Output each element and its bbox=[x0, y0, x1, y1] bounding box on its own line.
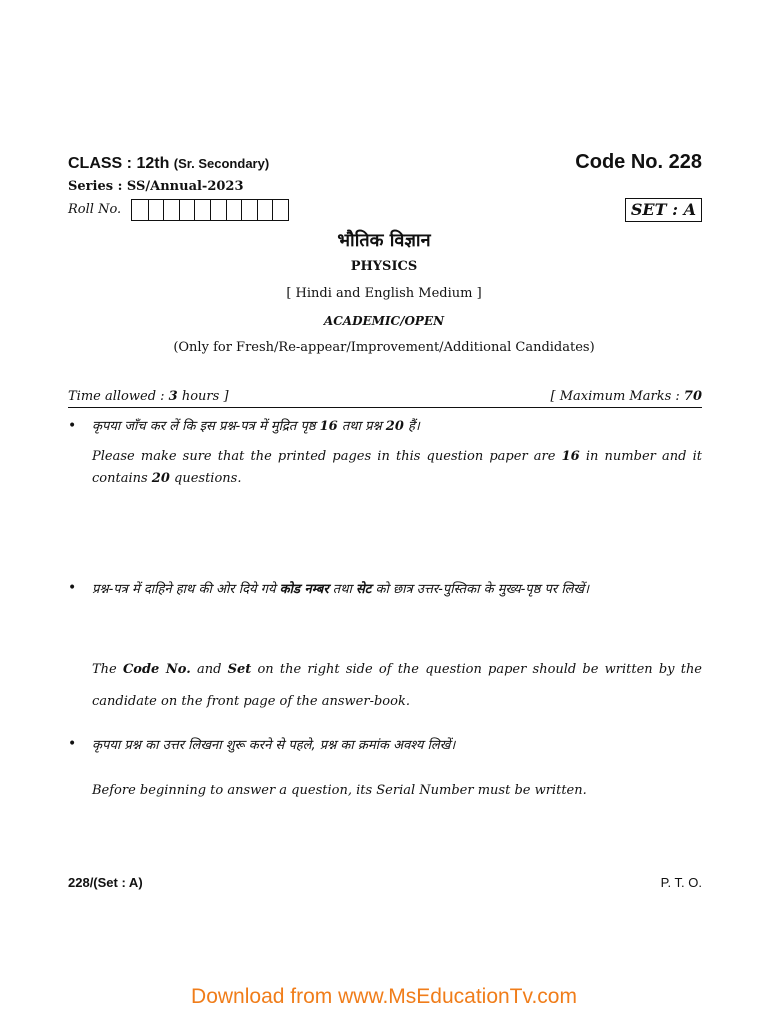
instruction-2-hindi bbox=[92, 574, 702, 606]
i2-hi-c: को छात्र उत्तर-पुस्तिका के मुख्य-पृष्ठ पर लिखें। bbox=[371, 582, 590, 597]
i2-hi-set: सेट bbox=[356, 582, 372, 597]
i1-hi-questions: 20 bbox=[385, 419, 404, 434]
i1-hi-a: कृपया जाँच कर लें कि इस प्रश्न-पत्र में मुद्रित पृष्ठ bbox=[92, 419, 320, 434]
i2-en-code: Code No. bbox=[122, 662, 191, 677]
series-label: Series : SS/Annual-2023 bbox=[68, 179, 244, 194]
i1-hi-pages: 16 bbox=[319, 419, 338, 434]
roll-number-box bbox=[226, 200, 242, 220]
i1-hi-b: तथा प्रश्न bbox=[337, 419, 386, 434]
candidates-label: (Only for Fresh/Re-appear/Improvement/Additional Candidates) bbox=[173, 340, 595, 355]
bullet-1: • bbox=[68, 418, 77, 434]
time-value: 3 bbox=[168, 389, 178, 404]
instruction-1-hindi bbox=[92, 412, 702, 442]
subject-title-english: PHYSICS bbox=[350, 259, 418, 274]
i2-en-a: The bbox=[92, 662, 123, 677]
time-allowed bbox=[68, 389, 229, 404]
maximum-marks bbox=[551, 389, 702, 404]
marks-value: 70 bbox=[683, 389, 702, 404]
roll-number-box bbox=[257, 200, 273, 220]
subject-title-hindi: भौतिक विज्ञान bbox=[337, 230, 431, 251]
code-number: Code No. 228 bbox=[575, 151, 702, 173]
instruction-3-hindi: कृपया प्रश्न का उत्तर लिखना शुरू करने से पहले, प्रश्न का क्रमांक अवश्य लिखें। bbox=[92, 738, 456, 753]
footer-pto: P. T. O. bbox=[660, 875, 702, 890]
roll-number-box bbox=[210, 200, 226, 220]
i2-hi-a: प्रश्न-पत्र में दाहिने हाथ की ओर दिये गये bbox=[92, 582, 280, 597]
roll-number-box bbox=[148, 200, 164, 220]
class-prefix: CLASS : 12th bbox=[68, 155, 170, 172]
roll-number-box bbox=[179, 200, 195, 220]
medium-label: [ Hindi and English Medium ] bbox=[286, 286, 482, 301]
i2-en-c: on the right side of the question paper should be written by the candidate on the front page of the answer-book. bbox=[92, 662, 703, 709]
i1-en-b: in number and it contains bbox=[92, 449, 702, 486]
i2-hi-code: कोड नम्बर bbox=[279, 582, 329, 597]
roll-number-box bbox=[132, 200, 148, 220]
marks-prefix: [ Maximum Marks : bbox=[550, 389, 684, 404]
footer-code: 228/(Set : A) bbox=[68, 875, 143, 890]
academic-label: ACADEMIC/OPEN bbox=[323, 314, 445, 328]
roll-number-box bbox=[163, 200, 179, 220]
class-label bbox=[68, 155, 269, 173]
i1-en-a: Please make sure that the printed pages in this question paper are bbox=[92, 449, 562, 464]
i2-hi-b: तथा bbox=[328, 582, 357, 597]
time-suffix: hours ] bbox=[177, 389, 229, 404]
instruction-1-english bbox=[92, 446, 702, 490]
roll-number-label: Roll No. bbox=[68, 202, 122, 217]
roll-number-box bbox=[272, 200, 288, 220]
set-badge: SET : A bbox=[625, 198, 702, 222]
instruction-2-english bbox=[92, 654, 702, 718]
i2-en-set: Set bbox=[227, 662, 252, 677]
download-link[interactable]: Download from www.MsEducationTv.com bbox=[191, 985, 577, 1008]
roll-number-boxes bbox=[131, 199, 289, 221]
roll-number-box bbox=[194, 200, 210, 220]
time-prefix: Time allowed : bbox=[68, 389, 169, 404]
i2-en-b: and bbox=[190, 662, 228, 677]
roll-number-box bbox=[241, 200, 257, 220]
bullet-3: • bbox=[68, 736, 77, 752]
i1-en-c: questions. bbox=[169, 471, 242, 486]
divider bbox=[68, 407, 702, 408]
i1-en-pages: 16 bbox=[561, 449, 580, 464]
i1-en-questions: 20 bbox=[151, 471, 170, 486]
i1-hi-c: हैं। bbox=[403, 419, 420, 434]
instruction-3-english: Before beginning to answer a question, its Serial Number must be written. bbox=[92, 783, 587, 798]
class-suffix: (Sr. Secondary) bbox=[173, 156, 270, 171]
bullet-2: • bbox=[68, 580, 77, 596]
